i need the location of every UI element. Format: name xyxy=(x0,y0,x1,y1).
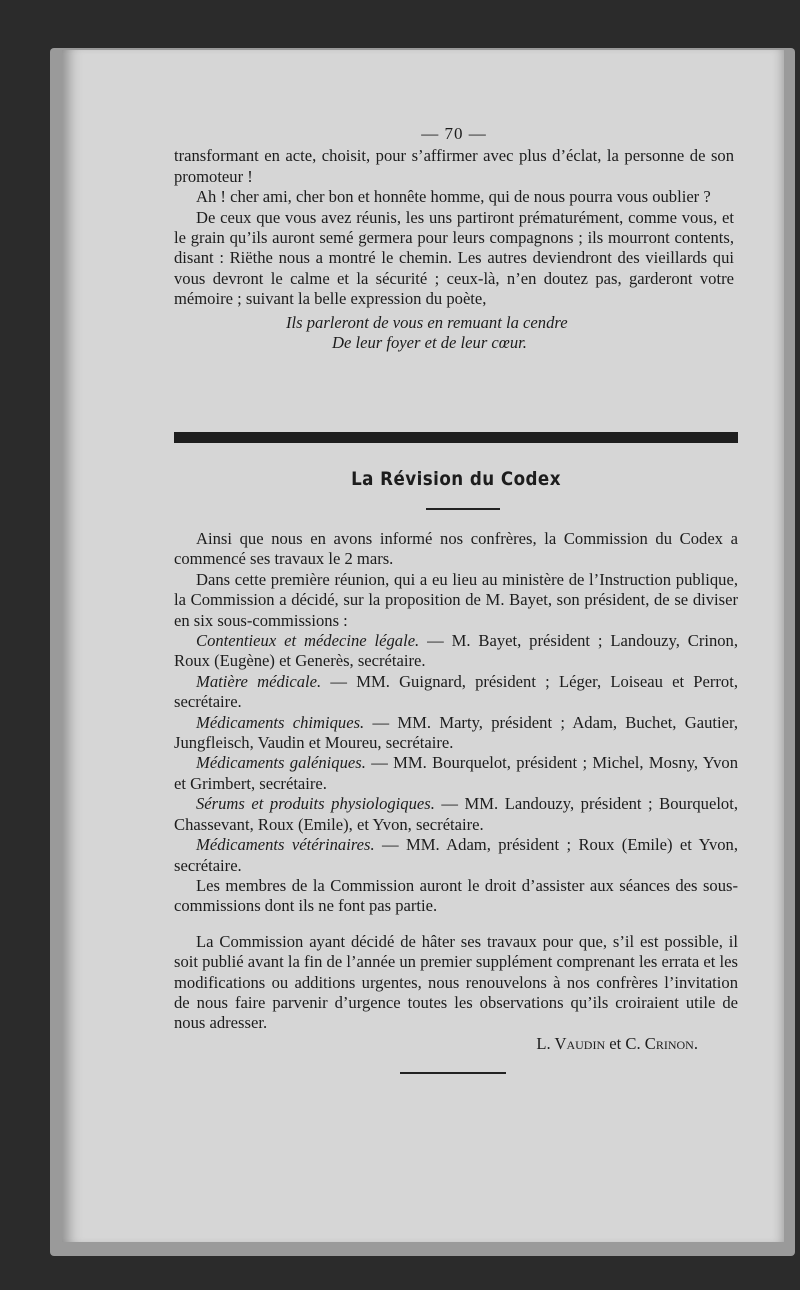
commission-members: — MM. Landouzy, président ; Bourquelot, Chassevant, Roux (Emile), et Yvon, secrétaire. xyxy=(174,794,738,834)
article-body xyxy=(174,529,738,1054)
page-top-text xyxy=(174,124,734,353)
verse-line-2: De leur foyer et de leur cœur. xyxy=(332,333,527,353)
body-paragraph-3: Les membres de la Commission auront le droit d’assister aux séances des sous-commissions dont ils ne font pas partie. xyxy=(174,875,738,916)
body-paragraph-4: La Commission ayant décidé de hâter ses travaux pour que, s’il est possible, il soit publié avant la fin de l’année un premier supplément comprenant les errata et les modifications ou additions urgentes, nous renouvelons à nos confrères l’invitation de nous faire parvenir d’urgence toutes les observations qu’ils croiraient utile de nous adresser. xyxy=(174,931,738,1033)
signature xyxy=(174,1034,738,1054)
commission-name: Médicaments galéniques. xyxy=(196,753,366,773)
paragraph-gap xyxy=(174,917,738,932)
commission-item xyxy=(174,631,738,672)
commission-members: — M. Bayet, président ; Landouzy, Crinon, Roux (Eugène) et Generès, secrétaire. xyxy=(174,631,738,671)
verse-line-1: Ils parleront de vous en remuant la cendre xyxy=(286,312,568,332)
commission-item xyxy=(174,753,738,794)
commission-members: — MM. Bourquelot, président ; Michel, Mosny, Yvon et Grimbert, secrétaire. xyxy=(174,753,738,793)
intro-paragraph-2: Ah ! cher ami, cher bon et honnête homme, qui de nous pourra vous oublier ? xyxy=(196,187,711,207)
title-underline xyxy=(426,508,500,510)
body-paragraph-2: Dans cette première réunion, qui a eu lieu au ministère de l’Instruction publique, la Commission a décidé, sur la proposition de M. Bayet, son président, de se diviser en six sous-commissions : xyxy=(174,569,738,630)
section-divider xyxy=(174,432,738,443)
commission-name: Sérums et produits physiologiques. xyxy=(196,794,435,814)
intro-paragraph-3: De ceux que vous avez réunis, les uns partiront prématurément, comme vous, et le grain qu’ils auront semé germera pour leurs compagnons ; ils mourront contents, disant : Riëthe nous a montré le chemin. Les autres deviendront des vieillards qui vous devront le calme et la sécurité ; ceux-là, n’en doutez pas, garderont votre mémoire ; suivant la belle expression du poète, xyxy=(174,207,734,309)
page-number: — 70 — xyxy=(421,124,487,143)
commission-item xyxy=(174,713,738,754)
commission-members: — MM. Marty, président ; Adam, Buchet, Gautier, Jungfleisch, Vaudin et Moureu, secrétaire. xyxy=(174,712,738,753)
body-paragraph-1: Ainsi que nous en avons informé nos confrères, la Commission du Codex a commencé ses travaux le 2 mars. xyxy=(174,529,738,569)
commission-item xyxy=(174,794,738,835)
end-rule xyxy=(400,1072,506,1074)
intro-paragraph-1: transformant en acte, choisit, pour s’affirmer avec plus d’éclat, la personne de son promoteur ! xyxy=(174,146,734,186)
commission-item xyxy=(174,672,738,713)
commission-members: — MM. Adam, président ; Roux (Emile) et Yvon, secrétaire. xyxy=(174,835,738,875)
commission-name: Médicaments vétérinaires. xyxy=(196,835,375,855)
commission-members: — MM. Guignard, président ; Léger, Loiseau et Perrot, secrétaire. xyxy=(174,671,738,712)
commission-name: Matière médicale. xyxy=(196,671,322,691)
signature-author-1: L. Vaudin xyxy=(536,1033,606,1053)
section-title: La Révision du Codex xyxy=(351,468,561,490)
commission-name: Médicaments chimiques. xyxy=(196,712,365,732)
signature-author-2: C. Crinon. xyxy=(625,1033,698,1053)
signature-conjunction: et xyxy=(605,1033,626,1053)
commission-item xyxy=(174,835,738,876)
commission-name: Contentieux et médecine légale. xyxy=(196,631,420,651)
document-page xyxy=(62,50,784,1242)
